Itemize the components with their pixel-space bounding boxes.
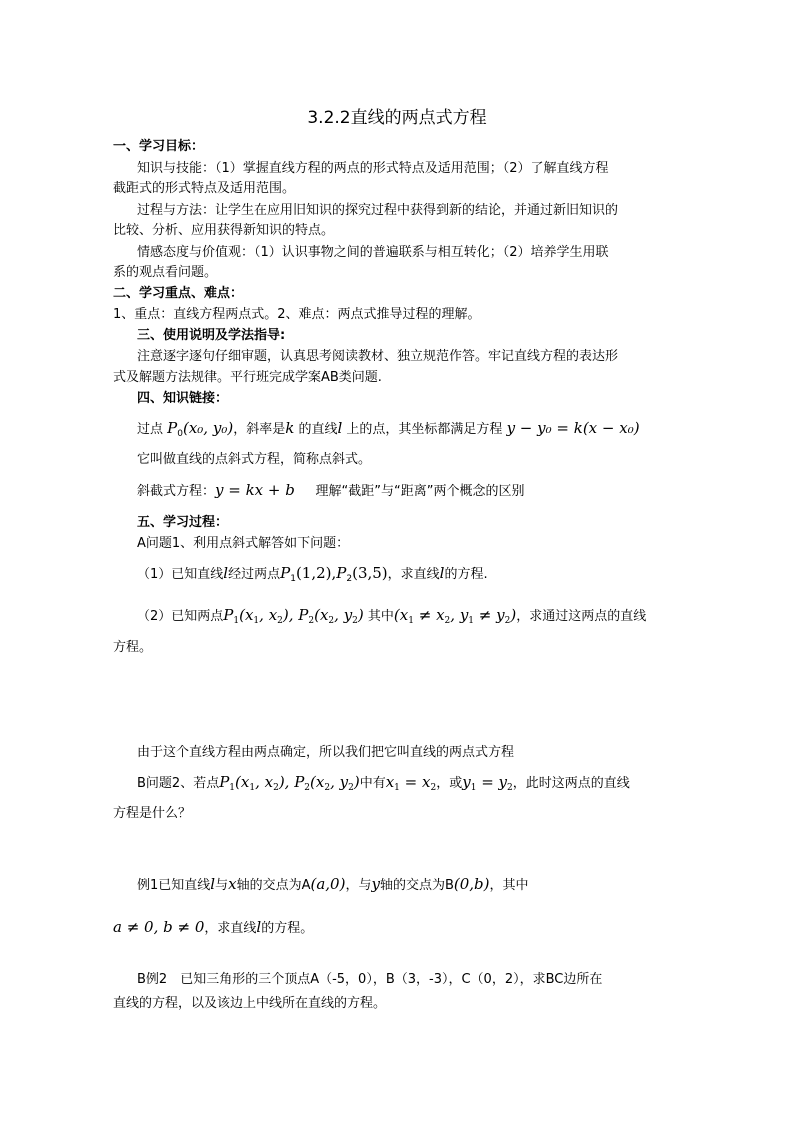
example-2-line-2: 直线的方程，以及该边上中线所在直线的方程。 — [113, 996, 387, 1011]
section-3-line-2: 式及解题方法规律。平行班完成学案AB类问题. — [113, 370, 382, 385]
slope-intercept-equation: y = kx + b — [215, 481, 295, 499]
example-2-line-1: B例2 已知三角形的三个顶点A（-5，0），B（3，-3），C（0，2），求BC边所在 — [137, 972, 603, 987]
section-5-heading: 五、学习过程： — [137, 515, 229, 530]
section-1-line-6: 系的观点看问题。 — [113, 265, 218, 280]
section-3-line-1: 注意逐字逐句仔细审题，认真思考阅读教材、独立规范作答。牢记直线方程的表达形 — [137, 349, 619, 364]
point-slope-equation: y − y₀ = k(x − x₀) — [506, 419, 640, 437]
point-slope-statement: 过点 $P_0(x_0$, y₀)，斜率是k 的直线l 上的点，其坐标都满足方程 y − y₀ = k(x − x₀) — [137, 419, 640, 439]
section-1-line-1: 知识与技能：（1）掌握直线方程的两点的形式特点及适用范围；（2）了解直线方程 — [137, 161, 609, 176]
problem-b: B问题2、若点$P_1(x_1$, $x_2$), $P_2(x_2$, $y_2$)中有$x_1 = x_2$，或$y_1 = y_2$，此时这两点的直线 — [137, 773, 630, 793]
problem-b-end: 方程是什么？ — [113, 806, 192, 821]
section-1-line-5: 情感态度与价值观：（1）认识事物之间的普遍联系与相互转化；（2）培养学生用联 — [137, 245, 609, 260]
section-1-heading: 一、学习目标： — [113, 139, 205, 154]
question-2: （2）已知两点$P_1(x_1$, $x_2$), $P_2(x_2$, $y_2$) 其中($x_1 \ne x_2$, $y_1 \ne y_2$)，求通过这两点的直线 — [137, 606, 647, 626]
question-2-end: 方程。 — [113, 640, 153, 655]
two-point-conclusion: 由于这个直线方程由两点确定，所以我们把它叫直线的两点式方程 — [137, 745, 515, 760]
p0-coordinates: (x₀, y₀) — [182, 419, 234, 437]
section-2-line-1: 1、重点：直线方程两点式。2、难点：两点式推导过程的理解。 — [113, 307, 481, 322]
section-4-heading: 四、知识链接： — [137, 391, 229, 406]
page-title: 3.2.2直线的两点式方程 — [307, 108, 487, 128]
example-1-condition: a ≠ 0, b ≠ 0，求直线l的方程。 — [113, 918, 314, 936]
section-2-heading: 二、学习重点、难点： — [113, 286, 244, 301]
problem-a-title: A问题1、利用点斜式解答如下问题： — [137, 536, 350, 551]
section-1-line-3: 过程与方法：让学生在应用旧知识的探究过程中获得到新的结论，并通过新旧知识的 — [137, 203, 619, 218]
question-1: （1）已知直线l经过两点$P_1(1,2),P_2(3,5)$，求直线l的方程. — [137, 564, 488, 584]
example-1: 例1已知直线l与x轴的交点为A(a,0)，与y轴的交点为B(0,b)，其中 — [137, 875, 529, 893]
section-3-heading: 三、使用说明及学法指导: — [137, 328, 286, 343]
slope-intercept-line: 斜截式方程：y = kx + b 理解“截距”与“距离”两个概念的区别 — [137, 481, 525, 499]
point-slope-name: 它叫做直线的点斜式方程，简称点斜式。 — [137, 452, 372, 467]
section-1-line-4: 比较、分析、应用获得新知识的特点。 — [113, 223, 335, 238]
section-1-line-2: 截距式的形式特点及适用范围。 — [113, 181, 296, 196]
